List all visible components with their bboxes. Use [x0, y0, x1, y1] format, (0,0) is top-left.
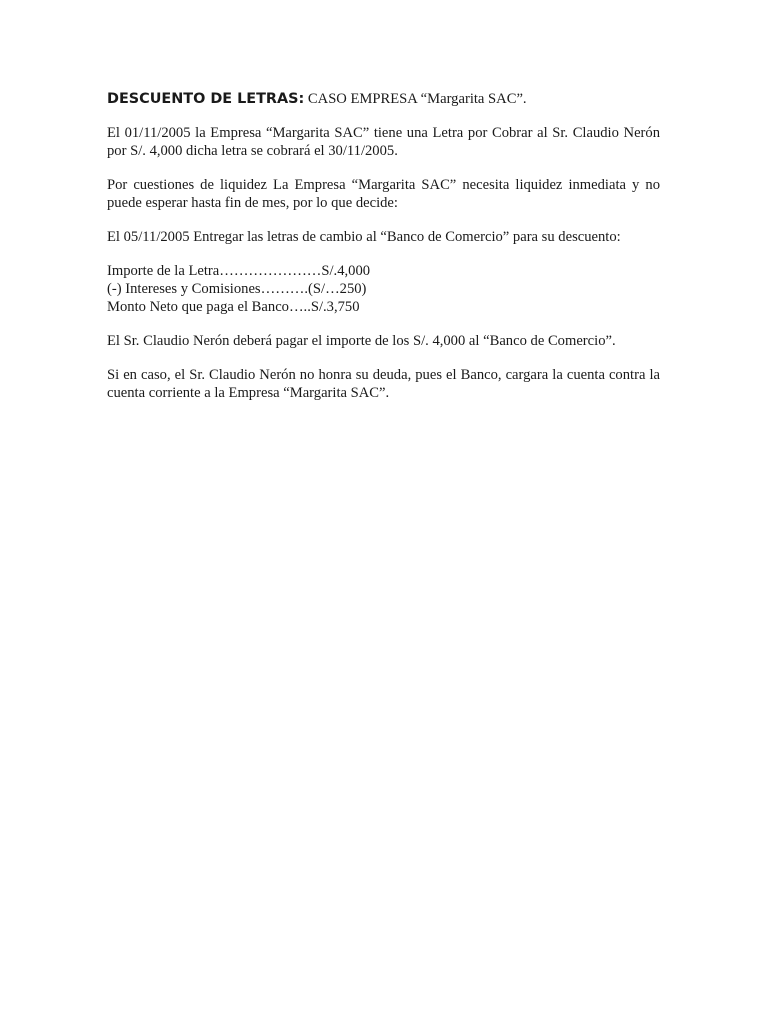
title-subtitle: CASO EMPRESA “Margarita SAC”. — [307, 91, 527, 107]
breakdown-row-monto-neto: Monto Neto que paga el Banco…..S/.3,750 — [107, 299, 360, 315]
breakdown-row-importe: Importe de la Letra…………………S/.4,000 — [107, 263, 371, 279]
breakdown-row-intereses: (-) Intereses y Comisiones……….(S/…250) — [107, 281, 367, 297]
paragraph-discount-date: El 05/11/2005 Entregar las letras de cambio al “Banco de Comercio” para su descuento: — [107, 229, 621, 245]
paragraph-letter-info: El 01/11/2005 la Empresa “Margarita SAC” tiene una Letra por Cobrar al Sr. Claudio Nerón por S/. 4,000 dicha letra se cobrará el 30/11/2005. — [107, 125, 660, 159]
paragraph-payment: El Sr. Claudio Nerón deberá pagar el importe de los S/. 4,000 al “Banco de Comercio”. — [107, 333, 616, 349]
document-title — [107, 90, 660, 108]
title-heading: DESCUENTO DE LETRAS: — [107, 91, 305, 107]
paragraph-liquidity: Por cuestiones de liquidez La Empresa “Margarita SAC” necesita liquidez inmediata y no puede esperar hasta fin de mes, por lo que decide: — [107, 177, 660, 211]
document-body — [107, 90, 660, 418]
paragraph-default: Si en caso, el Sr. Claudio Nerón no honra su deuda, pues el Banco, cargara la cuenta contra la cuenta corriente a la Empresa “Margarita SAC”. — [107, 367, 660, 401]
breakdown-list — [107, 262, 660, 316]
